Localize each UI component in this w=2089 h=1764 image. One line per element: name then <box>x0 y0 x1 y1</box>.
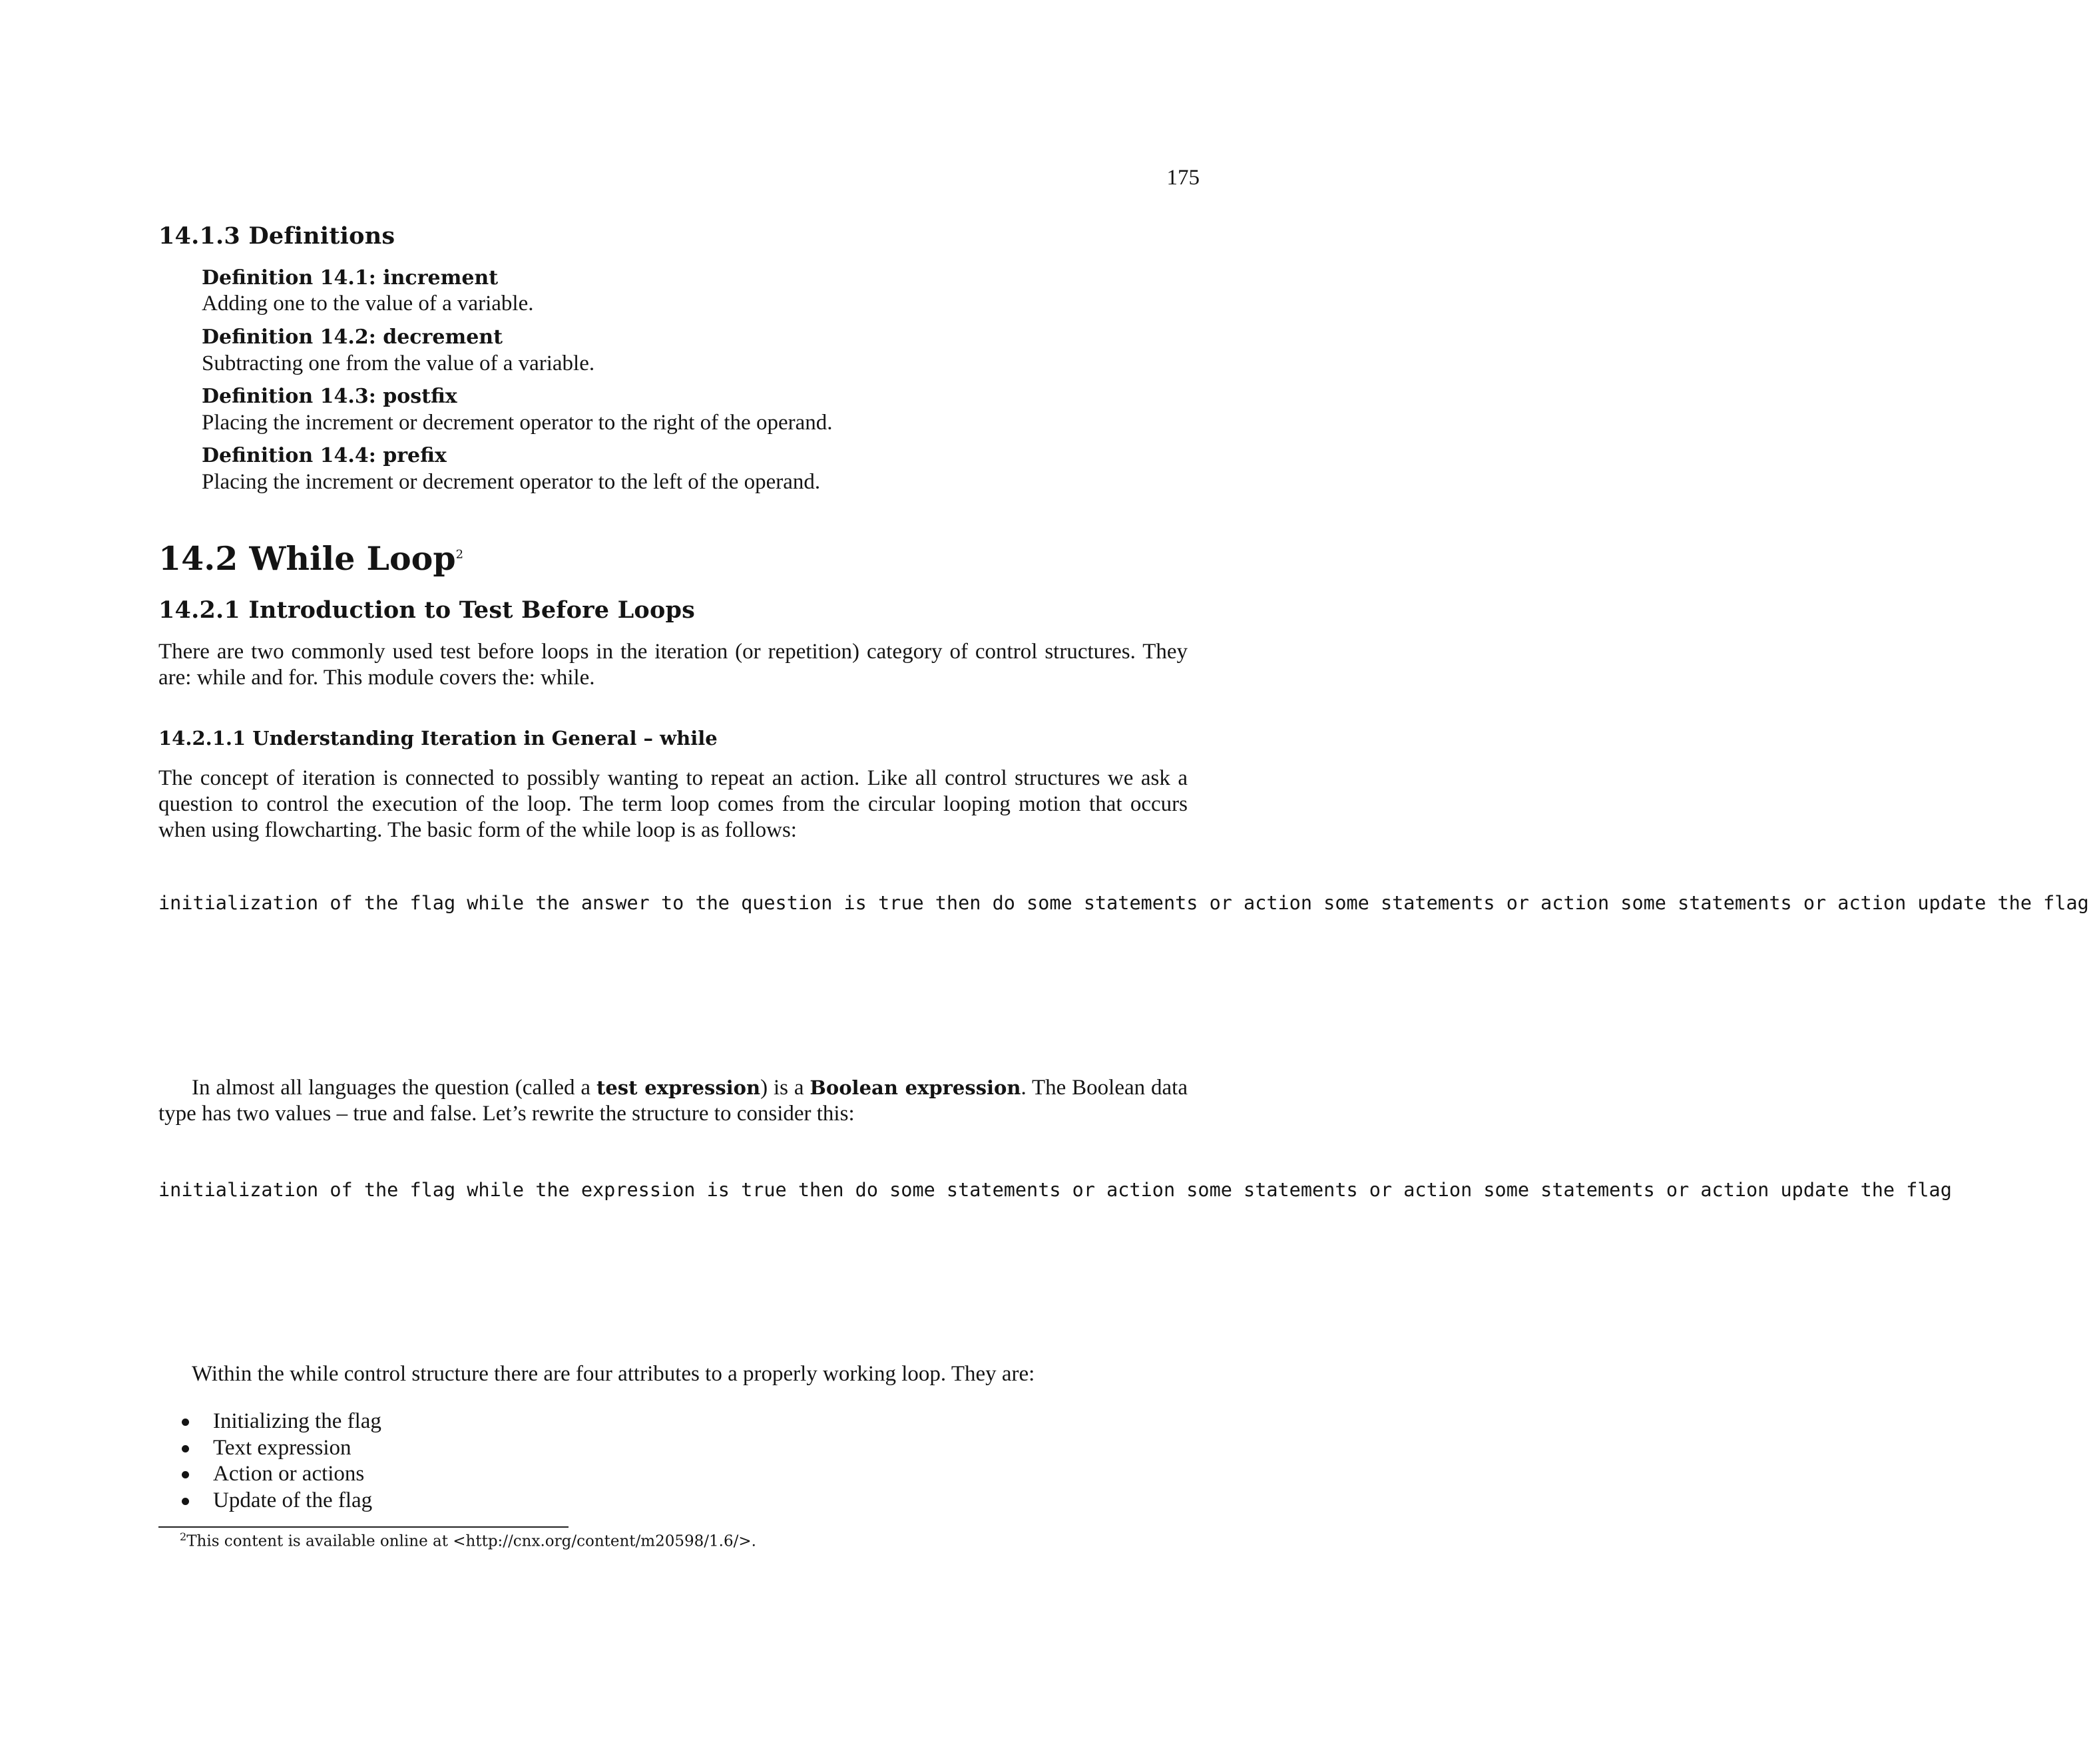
iteration-paragraph: The concept of iteration is connected to possibly wanting to repeat an action. Like all control structures we ask a question to control the execution of the loop. The term loop comes from the circular looping motion that occurs when using flowcharting. The basic form of the while loop is as follows: <box>158 766 1188 842</box>
footnote-divider <box>158 1526 569 1528</box>
page-number: 175 <box>1166 166 1200 190</box>
section-title-text: 14.2 While Loop <box>158 539 456 578</box>
bullet-icon <box>182 1498 189 1505</box>
code-block-while-question: initialization of the flag while the answer to the question is true then do some statements or action some statements or action some statements or action update the flag <box>158 892 2089 914</box>
list-item: Action or actions <box>183 1461 381 1488</box>
list-item: Text expression <box>183 1435 381 1462</box>
attributes-list <box>183 1409 381 1514</box>
boolean-paragraph-part2: ) is a <box>760 1076 810 1100</box>
subsection-title: 14.2.1 Introduction to Test Before Loops <box>158 596 696 624</box>
bullet-icon <box>182 1419 189 1426</box>
definition-text: Subtracting one from the value of a variable. <box>202 351 595 375</box>
footnote-number: 2 <box>180 1530 187 1543</box>
definition-text: Placing the increment or decrement operator to the right of the operand. <box>202 411 833 435</box>
subsubsection-title: 14.2.1.1 Understanding Iteration in General – while <box>158 727 718 750</box>
section-title <box>158 539 463 578</box>
list-item: Update of the flag <box>183 1488 381 1514</box>
footnote-text: This content is available online at <http://cnx.org/content/m20598/1.6/>. <box>186 1532 756 1550</box>
definition-term: Definition 14.3: postfix <box>202 385 457 408</box>
bullet-icon <box>182 1471 189 1478</box>
footnote <box>180 1530 756 1550</box>
boolean-paragraph-part3: . The Boolean data type has two values – true and false. Let’s rewrite the structure to consider this: <box>158 1076 1188 1126</box>
definition-term: Definition 14.1: increment <box>202 266 499 290</box>
footnote-marker: 2 <box>455 547 464 562</box>
definition-text: Placing the increment or decrement operator to the left of the operand. <box>202 470 821 494</box>
definition-term: Definition 14.2: decrement <box>202 326 503 349</box>
boolean-paragraph-part1: In almost all languages the question (called a <box>192 1076 596 1100</box>
term-test-expression: test expression <box>596 1076 761 1099</box>
boolean-paragraph <box>158 1075 1188 1127</box>
definition-term: Definition 14.4: prefix <box>202 444 447 467</box>
attributes-intro: Within the while control structure there are four attributes to a properly working loop. They are: <box>192 1362 1035 1386</box>
code-block-while-expression: initialization of the flag while the expression is true then do some statements or action some statements or action some statements or action update the flag <box>158 1179 1952 1201</box>
list-item: Initializing the flag <box>183 1409 381 1435</box>
bullet-icon <box>182 1445 189 1452</box>
definitions-heading: 14.1.3 Definitions <box>158 222 395 250</box>
intro-paragraph: There are two commonly used test before loops in the iteration (or repetition) category of control structures. They are: while and for. This module covers the: while. <box>158 640 1188 690</box>
term-boolean-expression: Boolean expression <box>810 1076 1021 1099</box>
definition-text: Adding one to the value of a variable. <box>202 292 534 316</box>
